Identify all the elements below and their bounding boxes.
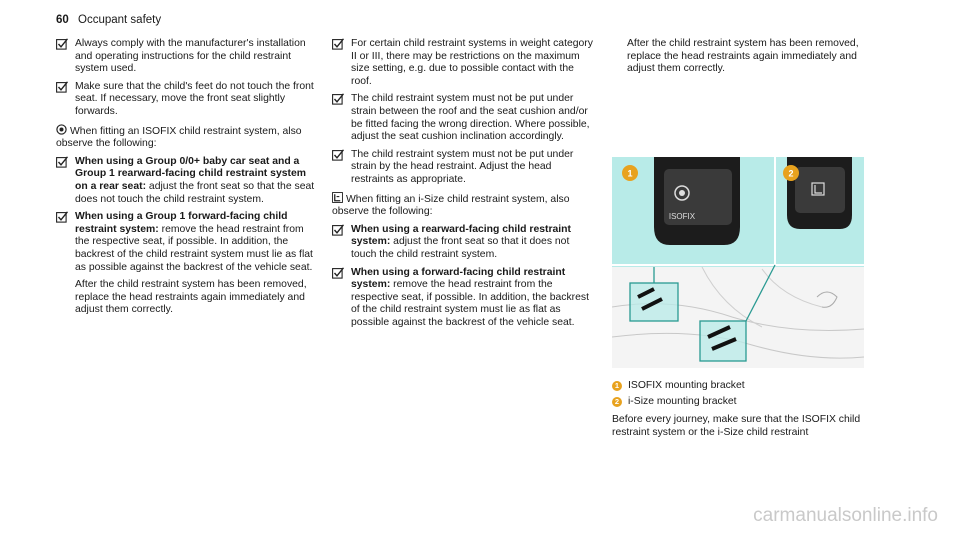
legend-number: 1 [612, 381, 622, 391]
callout-1: 1 [627, 168, 633, 179]
bullet-text: The child restraint system must not be put under strain between the roof and the seat cushion and/or be fitted facing the wrong direction. Where possible, adjust the seat cushion inclination accordingly. [351, 93, 590, 143]
bullet-bold: When using a rearward-facing child restraint system: [351, 223, 571, 248]
checkbox-icon [56, 211, 68, 223]
bullet-item [56, 81, 318, 119]
isofix-symbol-icon [56, 124, 67, 135]
column-1 [56, 38, 318, 322]
footer-paragraph: Before every journey, make sure that the ISOFIX child restraint system or the i-Size child restraint [612, 414, 861, 438]
seat-illustration [612, 157, 864, 368]
legend-text: ISOFIX mounting bracket [628, 380, 745, 391]
checkbox-icon [56, 81, 68, 93]
callout-2: 2 [788, 168, 794, 179]
checkbox-icon [56, 156, 68, 168]
bullet-text: Always comply with the manufacturer's installation and operating instructions for the child restraint system used. [75, 38, 306, 75]
bullet-item [332, 224, 594, 262]
isize-intro-text: When fitting an i-Size child restraint system, also observe the following: [332, 193, 570, 218]
section-title: Occupant safety [78, 14, 162, 26]
page-header [56, 14, 161, 26]
checkbox-icon [56, 38, 68, 50]
watermark: carmanualsonline.info [753, 505, 938, 526]
bullet-text: remove the head restraint from the respective seat, if possible. In addition, the backrest of the child restraint system must lie as flat as possible against the backrest of the vehicle seat. [351, 279, 589, 328]
bullet-item [56, 156, 318, 206]
bullet-item [332, 267, 594, 330]
isofix-label: ISOFIX [668, 212, 696, 221]
legend-number: 2 [612, 397, 622, 407]
bullet-text: The child restraint system must not be put under strain by the head restraint. Adjust the head restraints as appropriate. [351, 148, 574, 185]
isofix-figure [612, 157, 864, 368]
bullet-text: adjust the front seat so that the seat does not touch the child restraint system. [75, 180, 315, 205]
after-removal-text: After the child restraint system has been removed, replace the head restraints again immediately and adjust them correctly. [75, 279, 307, 316]
checkbox-icon [332, 93, 344, 105]
column-3 [608, 38, 870, 81]
page-number: 60 [56, 14, 69, 26]
bullet-text: For certain child restraint systems in weight category II or III, there may be restrictions on the maximum size setting, e.g. due to possible contact with the roof. [351, 38, 593, 87]
isofix-intro-text: When fitting an ISOFIX child restraint system, also observe the following: [56, 125, 302, 150]
column-2 [332, 38, 594, 334]
bullet-bold: When using a Group 0/0+ baby car seat and a Group 1 rearward-facing child restraint system on a rear seat: [75, 155, 306, 192]
bullet-text: Make sure that the child's feet do not touch the front seat. If necessary, move the front seat slightly forwards. [75, 80, 314, 117]
checkbox-icon [332, 38, 344, 50]
bullet-item [332, 93, 594, 143]
bullet-item [332, 149, 594, 187]
bullet-bold: When using a Group 1 forward-facing child restraint system: [75, 211, 288, 235]
bullet-item [56, 38, 318, 76]
bullet-text: adjust the front seat so that it does not touch the child restraint system. [351, 236, 570, 260]
legend-text: i-Size mounting bracket [628, 396, 737, 407]
bullet-bold: When using a forward-facing child restraint system: [351, 266, 566, 291]
isofix-intro [56, 124, 318, 151]
legend-item [612, 379, 745, 392]
isize-symbol-icon [332, 192, 343, 203]
checkbox-icon [332, 267, 344, 279]
legend-item [612, 395, 737, 408]
bullet-text: remove the head restraint from the respective seat, if possible. In addition, the backrest of the child restraint system must lie as flat as possible against the backrest of the vehicle seat. [75, 223, 313, 273]
after-removal-text: After the child restraint system has been removed, replace the head restraints again immediately and adjust them correctly. [627, 38, 859, 75]
isize-intro [332, 192, 594, 219]
checkbox-icon [332, 224, 344, 236]
bullet-item [56, 211, 318, 274]
bullet-item [332, 38, 594, 88]
checkbox-icon [332, 149, 344, 161]
